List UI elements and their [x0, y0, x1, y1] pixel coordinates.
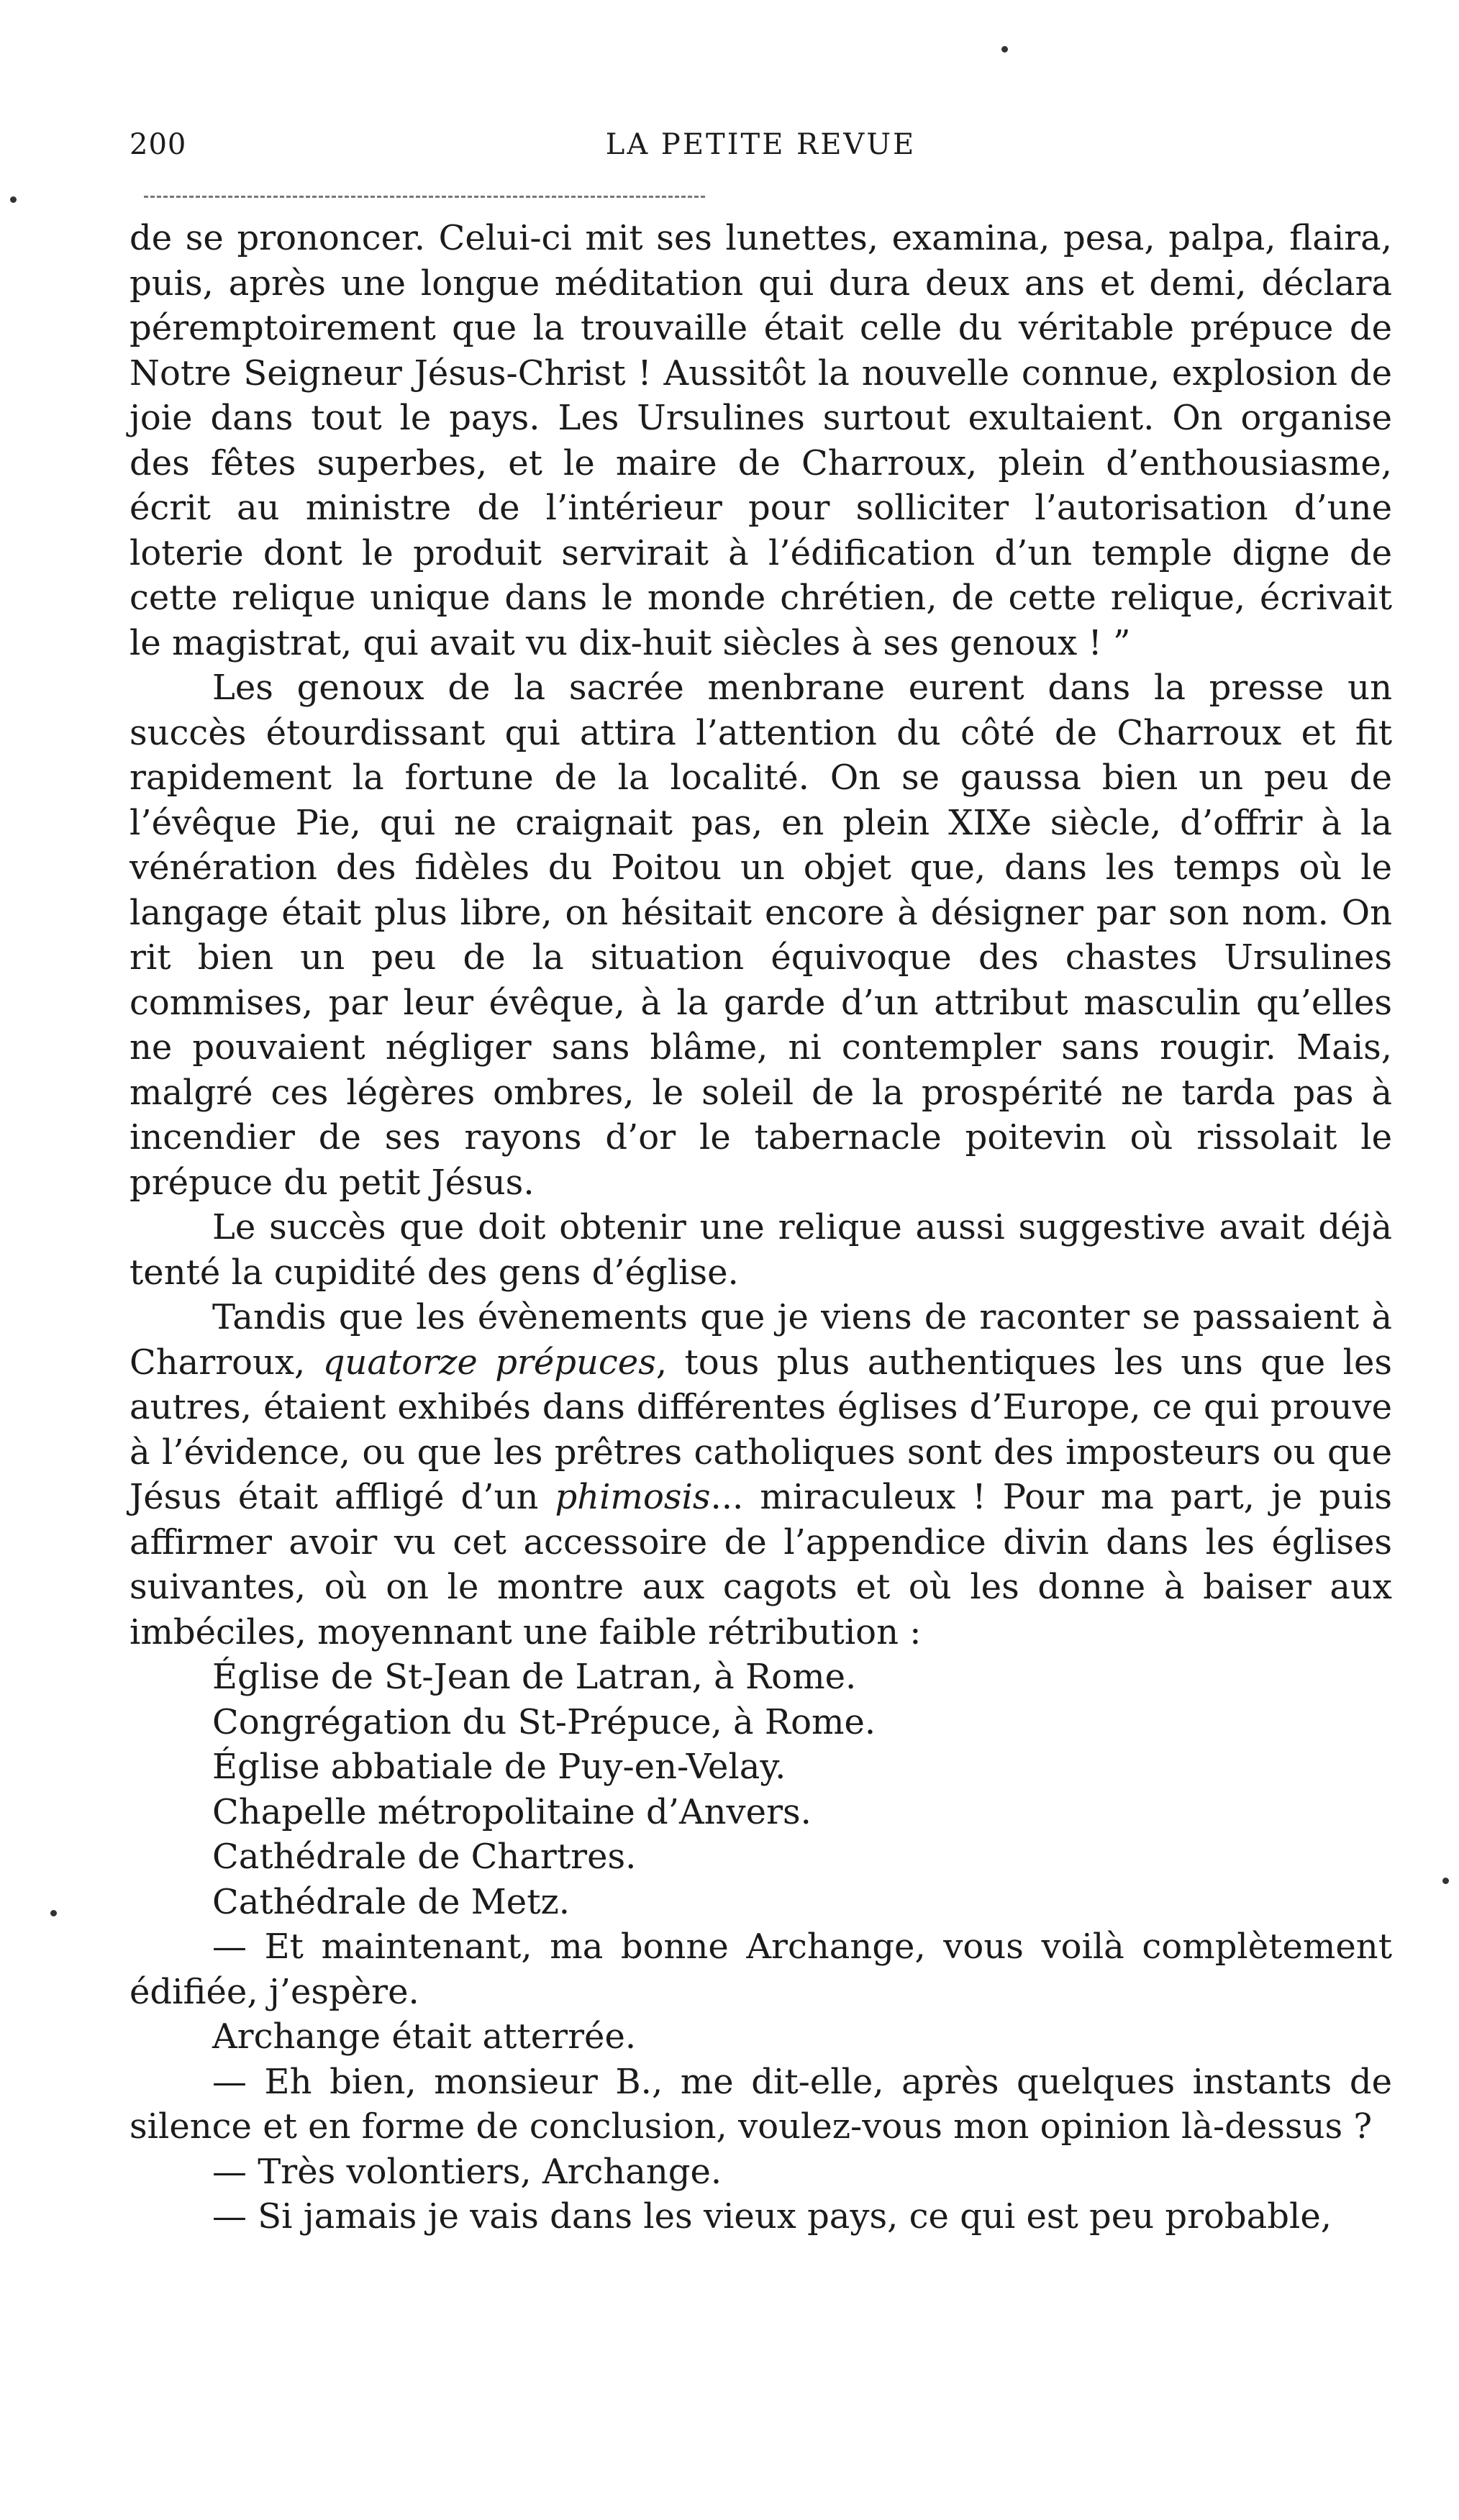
italic-phrase: quatorze prépuces: [322, 1342, 656, 1383]
ink-speck: [1442, 1878, 1449, 1884]
body-text: [129, 216, 1392, 2239]
dialogue-line: — Et maintenant, ma bonne Archange, vous voilà complètement édifiée, j’espère.: [129, 1927, 1392, 2012]
church-list-item: Cathédrale de Chartres.: [212, 1837, 637, 1877]
church-list-item: Église abbatiale de Puy-en-Velay.: [212, 1747, 786, 1787]
paragraph: [129, 1295, 1392, 1655]
paragraph-text: ... miraculeux ! Pour ma part, je puis affirmer avoir vu cet accessoire de l’appendice divin dans les églises suivantes, où on le montre aux cagots et où les donne à baiser aux imbéciles, moyennant une faible rétribution :: [129, 1477, 1392, 1652]
running-head: [129, 128, 1392, 178]
church-list-item: Église de St-Jean de Latran, à Rome.: [212, 1657, 857, 1697]
dialogue-line: — Si jamais je vais dans les vieux pays, ce qui est peu probable,: [212, 2196, 1332, 2237]
italic-word: phimosis: [555, 1477, 711, 1517]
dialogue-line: — Eh bien, monsieur B., me dit-elle, après quelques instants de silence et en forme de conclusion, voulez-vous mon opinion là-dessus ?: [129, 2061, 1392, 2147]
paragraph-text: , tous plus authentiques les uns que les autres, étaient exhibés dans différentes églises d’Europe, ce qui prouve à l’évidence, ou que les prêtres catholiques sont des imposteurs ou que Jésus était affligé d’un: [129, 1342, 1392, 1517]
church-list-item: Chapelle métropolitaine d’Anvers.: [212, 1791, 812, 1832]
paragraph: Les genoux de la sacrée menbrane eurent dans la presse un succès étourdissant qui attira l’attention du côté de Charroux et fit rapidement la fortune de la localité. On se gaussa bien un peu de l’évêque Pie, qui ne craignait pas, en plein XIXe siècle, d’offrir à la vénération des fidèles du Poitou un objet que, dans les temps où le langage était plus libre, on hésitait encore à désigner par son nom. On rit bien un peu de la situation équivoque des chastes Ursulines commises, par leur évêque, à la garde d’un attribut masculin qu’elles ne pouvaient négliger sans blâme, ni contempler sans rougir. Mais, malgré ces légères ombres, le soleil de la prospérité ne tarda pas à incendier de ses rayons d’or le tabernacle poitevin où rissolait le prépuce du petit Jésus.: [129, 668, 1392, 1203]
paragraph-text: Tandis que les évènements que je viens de raconter se passaient à Charroux,: [129, 1297, 1392, 1383]
paragraph: de se prononcer. Celui-ci mit ses lunettes, examina, pesa, palpa, flaira, puis, après une longue méditation qui dura deux ans et demi, déclara péremptoirement que la trouvaille était celle du véritable prépuce de Notre Seigneur Jésus-Christ ! Aussitôt la nouvelle connue, explosion de joie dans tout le pays. Les Ursulines surtout exultaient. On organise des fêtes superbes, et le maire de Charroux, plein d’enthousiasme, écrit au ministre de l’intérieur pour solliciter l’autorisation d’une loterie dont le produit servirait à l’édification d’un temple digne de cette relique unique dans le monde chrétien, de cette relique, écrivait le magistrat, qui avait vu dix-huit siècles à ses genoux ! ”: [129, 218, 1392, 663]
ink-speck: [50, 1910, 57, 1916]
journal-title: LA PETITE REVUE: [605, 128, 917, 161]
dialogue-line: — Très volontiers, Archange.: [212, 2151, 722, 2192]
ink-speck: [10, 196, 17, 203]
church-list-item: Congrégation du St-Prépuce, à Rome.: [212, 1701, 876, 1742]
paragraph: Le succès que doit obtenir une relique aussi suggestive avait déjà tenté la cupidité des gens d’église.: [129, 1207, 1392, 1293]
church-list-item: Cathédrale de Metz.: [212, 1881, 571, 1922]
header-rule: [144, 196, 705, 198]
ink-speck: [1001, 46, 1008, 53]
page-number: 200: [129, 128, 187, 161]
paragraph: Archange était atterrée.: [212, 2016, 637, 2057]
